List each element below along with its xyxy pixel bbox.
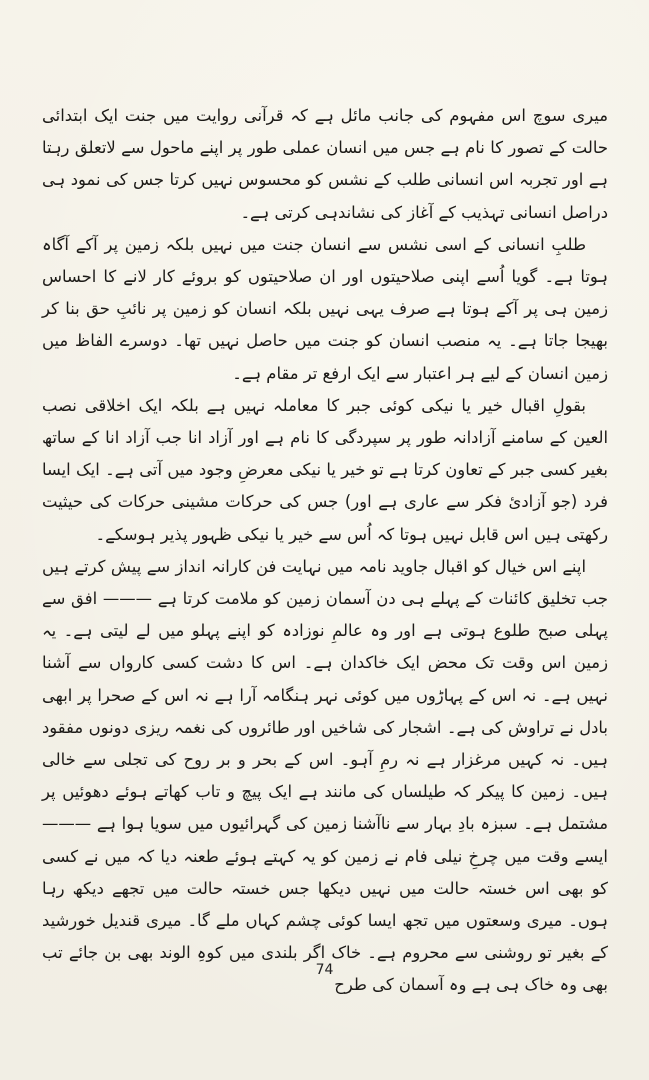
paragraph-1: میری سوچ اس مفہوم کی جانب مائل ہے کہ قرآنی روایت میں جنت ایک ابتدائی حالت کے تصور کا نام ہے جس میں انسان عملی طور پر اپنے ماحول سے لاتعلق رہتا ہے اور تجربہ اس انسانی طلب کے نشس کو محسوس نہیں کرتا جس کی نمود ہی دراصل انسانی تہذیب کے آغاز کی نشاندہی کرتی ہے۔ [42,106,608,222]
paragraph-3: بقولِ اقبال خیر یا نیکی کوئی جبر کا معاملہ نہیں ہے بلکہ ایک اخلاقی نصب العین کے سامنے آزادانہ طور پر سپردگی کا نام ہے اور آزاد انا جب آزاد انا کے ساتھ بغیر کسی جبر کے تعاون کرتا ہے تو خیر یا نیکی معرضِ وجود میں آتی ہے۔ ایک ایسا فرد (جو آزادیٔ فکر سے عاری ہے اور) جس کی حرکات مشینی حرکات کی حیثیت رکھتی ہیں اس قابل نہیں ہوتا کہ اُس سے خیر یا نیکی ظہور پذیر ہوسکے۔ [42,395,608,544]
body-text [42,100,608,1002]
paragraph-4: اپنے اس خیال کو اقبال جاوید نامہ میں نہایت فن کارانہ انداز سے پیش کرتے ہیں جب تخلیق کائنات کے پہلے ہی دن آسمان زمین کو ملامت کرتا ہے ——— افق سے پہلی صبح طلوع ہوتی ہے اور وہ عالمِ نوزادہ کو اپنے پہلو میں لے لیتی ہے۔ یہ زمین اس وقت تک محض ایک خاکدان ہے۔ اس کا دشت کسی کارواں سے آشنا نہیں ہے۔ نہ اس کے پہاڑوں میں کوئی نہر ہنگامہ آرا ہے نہ اس کے صحرا پر ابھی بادل نے تراوش کی ہے۔ اشجار کی شاخیں اور طائروں کی نغمہ ریزی دونوں مفقود ہیں۔ نہ کہیں مرغزار ہے نہ رمِ آہو۔ اس کے بحر و بر روح کی تجلی سے خالی ہیں۔ زمین کا پیکر کہ طیلساں کی مانند ہے ایک پیچ و تاب کھاتے ہوئے دھوئیں پر مشتمل ہے۔ سبزہ بادِ بہار سے ناآشنا زمین کی گہرائیوں میں سویا ہوا ہے ——— ایسے وقت میں چرخِ نیلی فام نے زمین کو یہ کہتے ہوئے طعنہ دیا کہ میں نے کسی کو بھی اس خستہ حالت میں نہیں دیکھا جس خستہ حالت میں تجھے دیکھ رہا ہوں۔ میری وسعتوں میں تجھ ایسا کوئی چشم کہاں ملے گا۔ میری قندیل خورشید کے بغیر تو روشنی سے محروم ہے۔ خاک اگر بلندی میں کوہِ الوند بھی بن جائے تب بھی وہ خاک ہی ہے وہ آسمان کی طرح [42,556,608,995]
paragraph-2: طلبِ انسانی کے اسی نشس سے انسان جنت میں نہیں بلکہ زمین پر آکے آگاہ ہوتا ہے۔ گویا اُسے اپنی صلاحیتوں اور ان صلاحیتوں کو بروئے کار لانے کا احساس زمین ہی پر آکے ہوتا ہے صرف یہی نہیں بلکہ انسان کو زمین پر نائبِ حق بنا کر بھیجا جاتا ہے۔ یہ منصب انسان کو جنت میں حاصل نہیں تھا۔ دوسرے الفاظ میں زمین انسان کے لیے ہر اعتبار سے ایک ارفع تر مقام ہے۔ [42,234,608,383]
page-number: 74 [315,962,334,978]
